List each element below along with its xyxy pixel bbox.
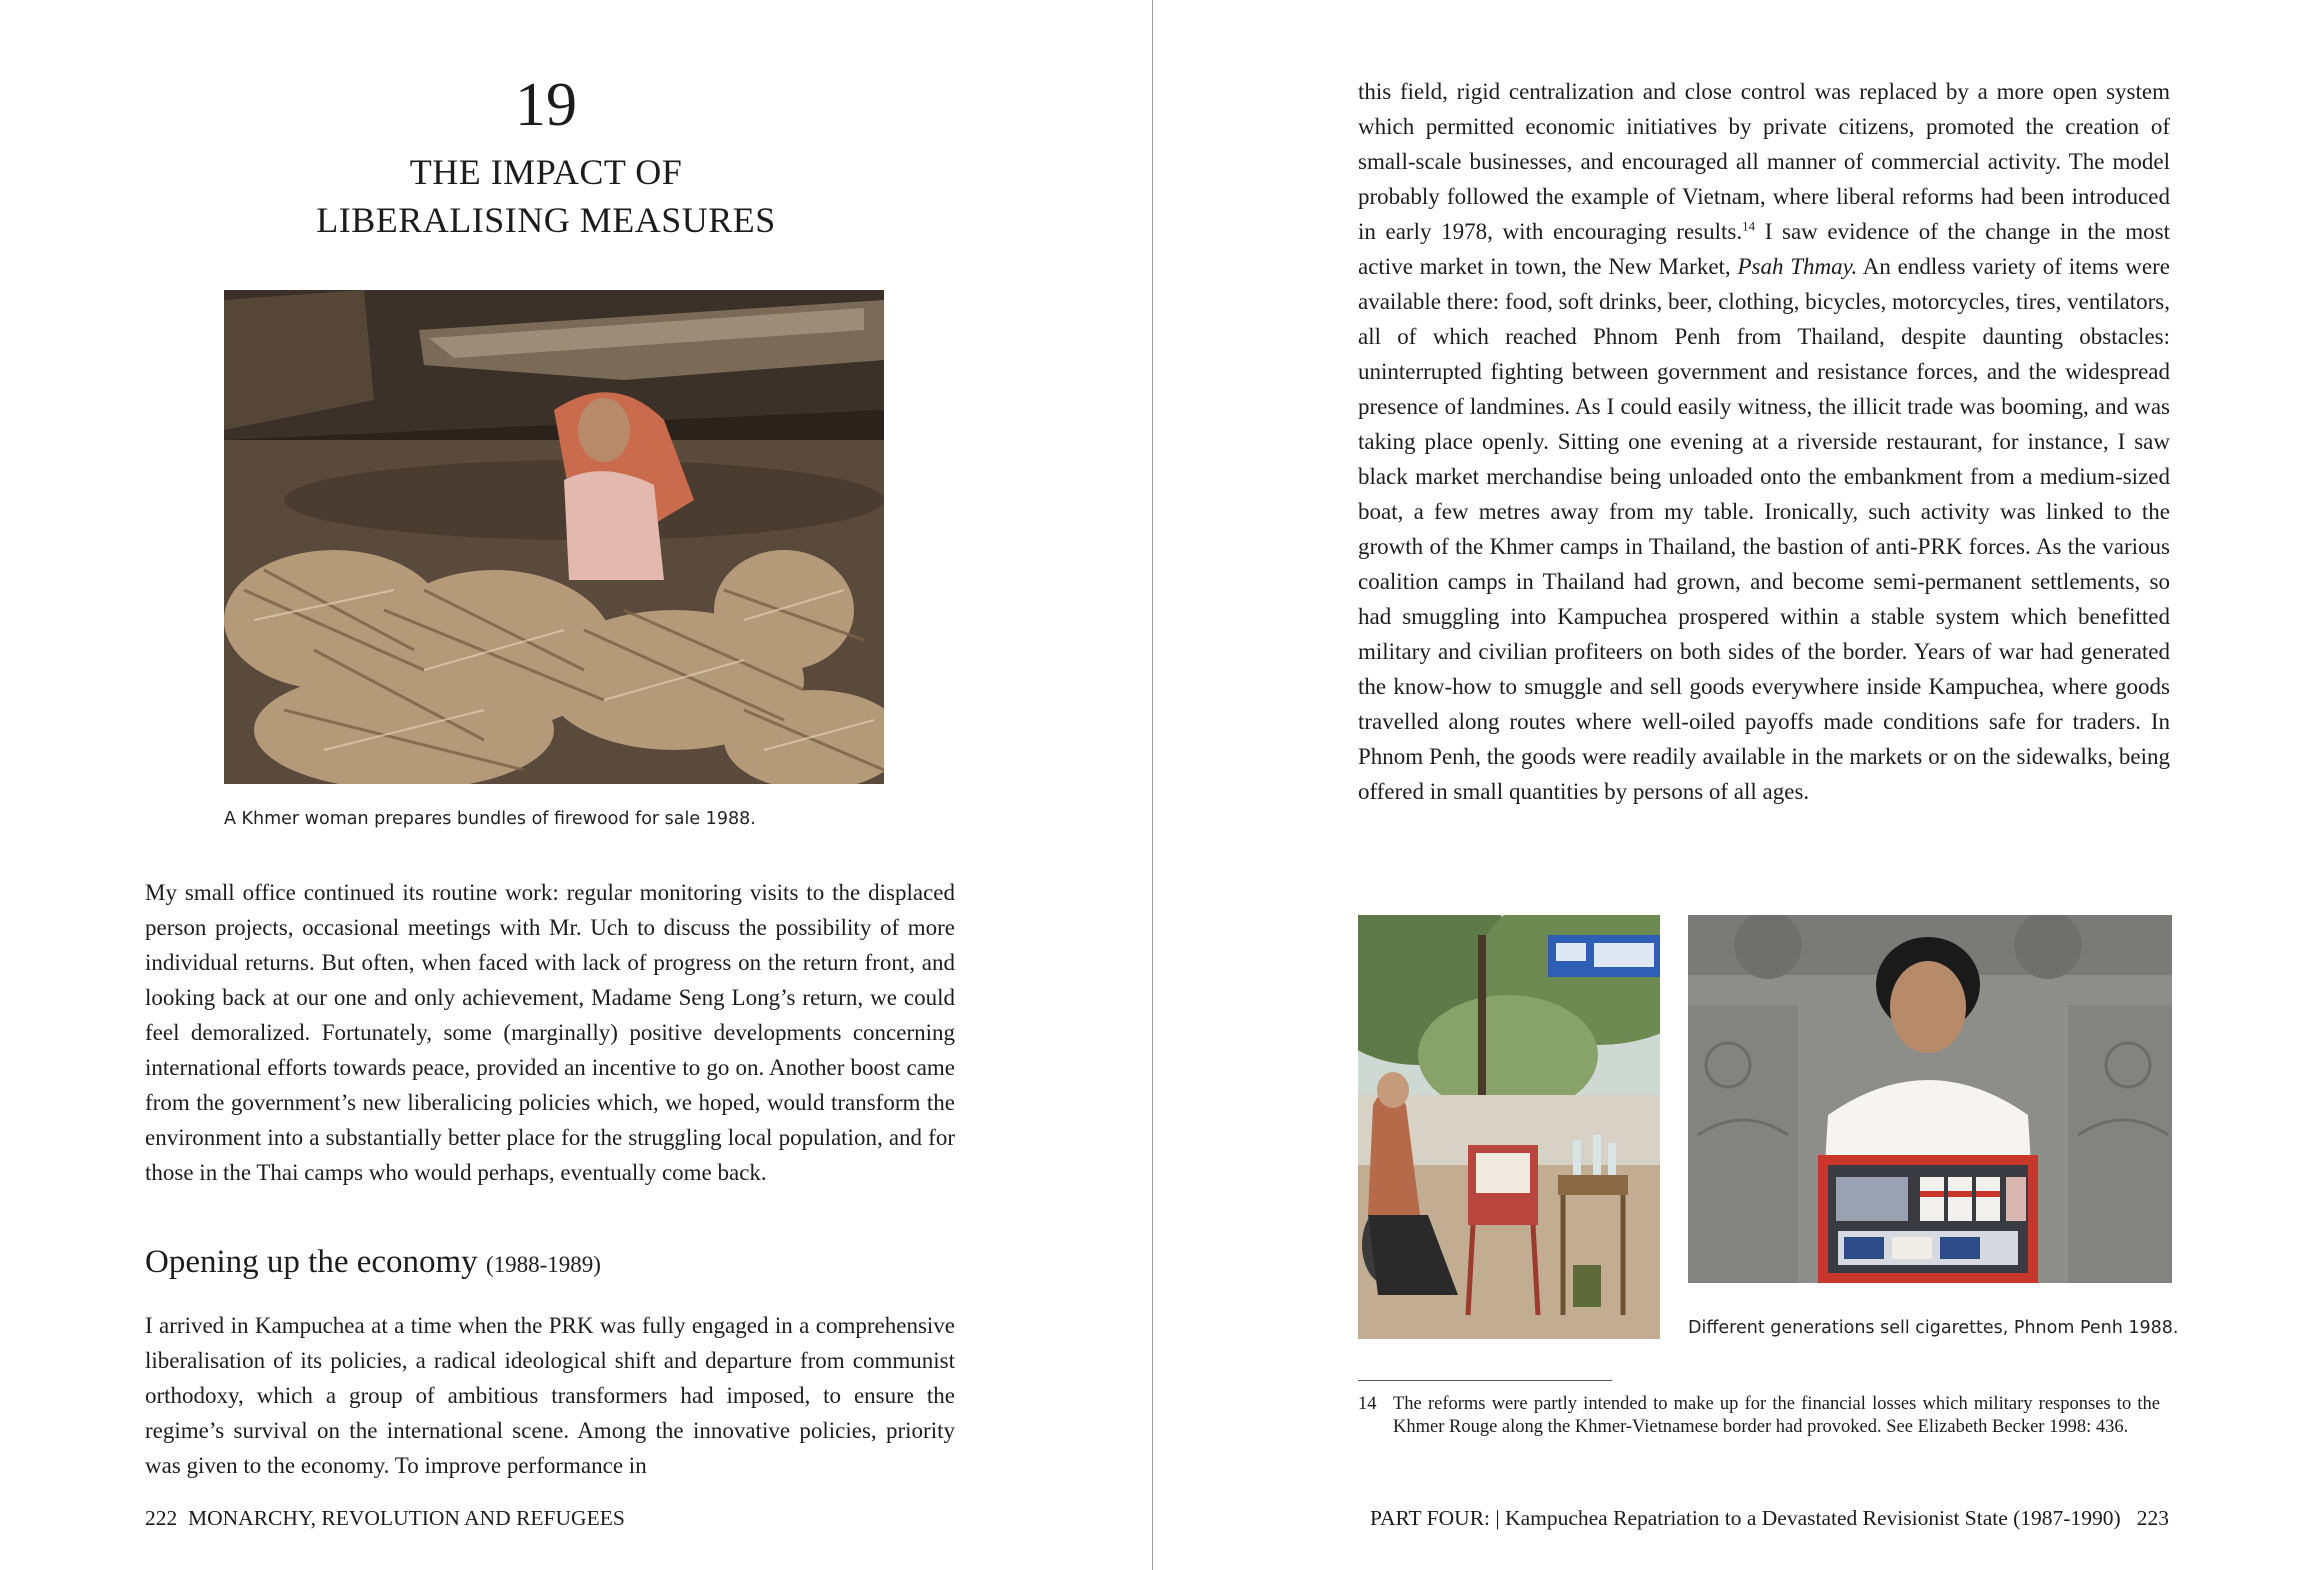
market-name: Psah Thmay. xyxy=(1737,254,1858,279)
paragraph-text: this field, rigid centralization and close control was replaced by a more open system which permitted economic initiatives by private citizens, promoted the creation of small-scale businesses, and encouraged all manner of commercial activity. The model probably followed the example of Vietnam, where liberal reforms had been introduced in early 1978, with encouraging results. xyxy=(1358,79,2170,244)
footnote-text: The reforms were partly intended to make up for the financial losses which military responses to the Khmer Rouge along the Khmer-Vietnamese border had provoked. See Elizabeth Becker 1998: 436. xyxy=(1393,1394,2160,1437)
page-number: 222 xyxy=(145,1506,178,1530)
chapter-number: 19 xyxy=(515,71,577,139)
body-paragraph: My small office continued its routine work: regular monitoring visits to the displaced person projects, occasional meetings with Mr. Uch to discuss the possibility of more individual returns. But often, when faced with lack of progress on the return front, and looking back at our one and only achievement, Madame Seng Long’s return, we could feel demoralized. Fortunately, some (marginally) positive developments concerning international efforts towards peace, provided an incentive to go on. Another boost came from the government’s new liberalicing policies which, we hoped, would transform the environment into a substantially better place for the struggling local population, and for those in the Thai camps who would perhaps, eventually come back. xyxy=(145,880,955,1185)
book-title: MONARCHY, REVOLUTION AND REFUGEES xyxy=(188,1506,625,1530)
young-vendor-photo xyxy=(1688,915,2172,1283)
part-title: PART FOUR: | Kampuchea Repatriation to a Devastated Revisionist State (1987-1990) xyxy=(1370,1506,2121,1530)
running-footer-left xyxy=(145,1504,625,1532)
footnote-number: 14 xyxy=(1358,1394,1377,1414)
paragraph-text: An endless variety of items were available there: food, soft drinks, beer, clothing, bicycles, motorcycles, tires, ventilators, all of which reached Phnom Penh from Thailand, despite daunting obstacles: uninterrupted fighting between government and resistance forces, and the widespread presence of landmines. As I could easily witness, the illicit trade was booming, and was taking place openly. Sitting one evening at a riverside restaurant, for instance, I saw black market merchandise being unloaded onto the embankment from a medium-sized boat, a few metres away from my table. Ironically, such activity was linked to the growth of the Khmer camps in Thailand, the bastion of anti-PRK forces. As the various coalition camps in Thailand had grown, and become semi-permanent settlements, so had smuggling into Kampuchea prospered within a stable system which benefitted military and civilian profiteers on both sides of the border. Years of war had generated the know-how to smuggle and sell goods everywhere inside Kampuchea, where goods travelled along routes where well-oiled payoffs made conditions safe for traders. In Phnom Penh, the goods were readily available in the markets or on the sidewalks, being offered in small quantities by persons of all ages. xyxy=(1358,254,2170,804)
section-heading-title: Opening up the economy xyxy=(145,1244,478,1280)
page-number: 223 xyxy=(2136,1506,2170,1530)
footnote-divider xyxy=(1358,1380,1612,1381)
footnote-reference: 14 xyxy=(1742,218,1756,234)
photo-caption: A Khmer woman prepares bundles of firewood for sale 1988. xyxy=(224,809,756,829)
photos-caption: Different generations sell cigarettes, Phnom Penh 1988. xyxy=(1688,1318,2179,1338)
running-footer-right xyxy=(1370,1504,2169,1532)
chapter-title xyxy=(0,148,1092,244)
chapter-title-line1: THE IMPACT OF xyxy=(409,152,683,192)
right-page xyxy=(1153,0,2304,1570)
section-heading xyxy=(145,1240,955,1287)
paragraph-text: I saw evidence of the change in the most active market in town, the New Market, xyxy=(1358,219,2170,279)
firewood-photo xyxy=(224,290,884,784)
body-paragraph xyxy=(1358,74,2170,809)
footnote xyxy=(1358,1393,2160,1439)
body-paragraph: I arrived in Kampuchea at a time when the PRK was fully engaged in a comprehensive liberalisation of its policies, a radical ideological shift and departure from communist orthodoxy, which a group of ambitious transformers had imposed, to ensure the regime’s survival on the international scene. Among the innovative policies, priority was given to the economy. To improve performance in xyxy=(145,1313,955,1478)
section-heading-years: (1988-1989) xyxy=(485,1252,601,1277)
elderly-vendor-photo xyxy=(1358,915,1660,1339)
chapter-title-line2: LIBERALISING MEASURES xyxy=(316,200,776,240)
